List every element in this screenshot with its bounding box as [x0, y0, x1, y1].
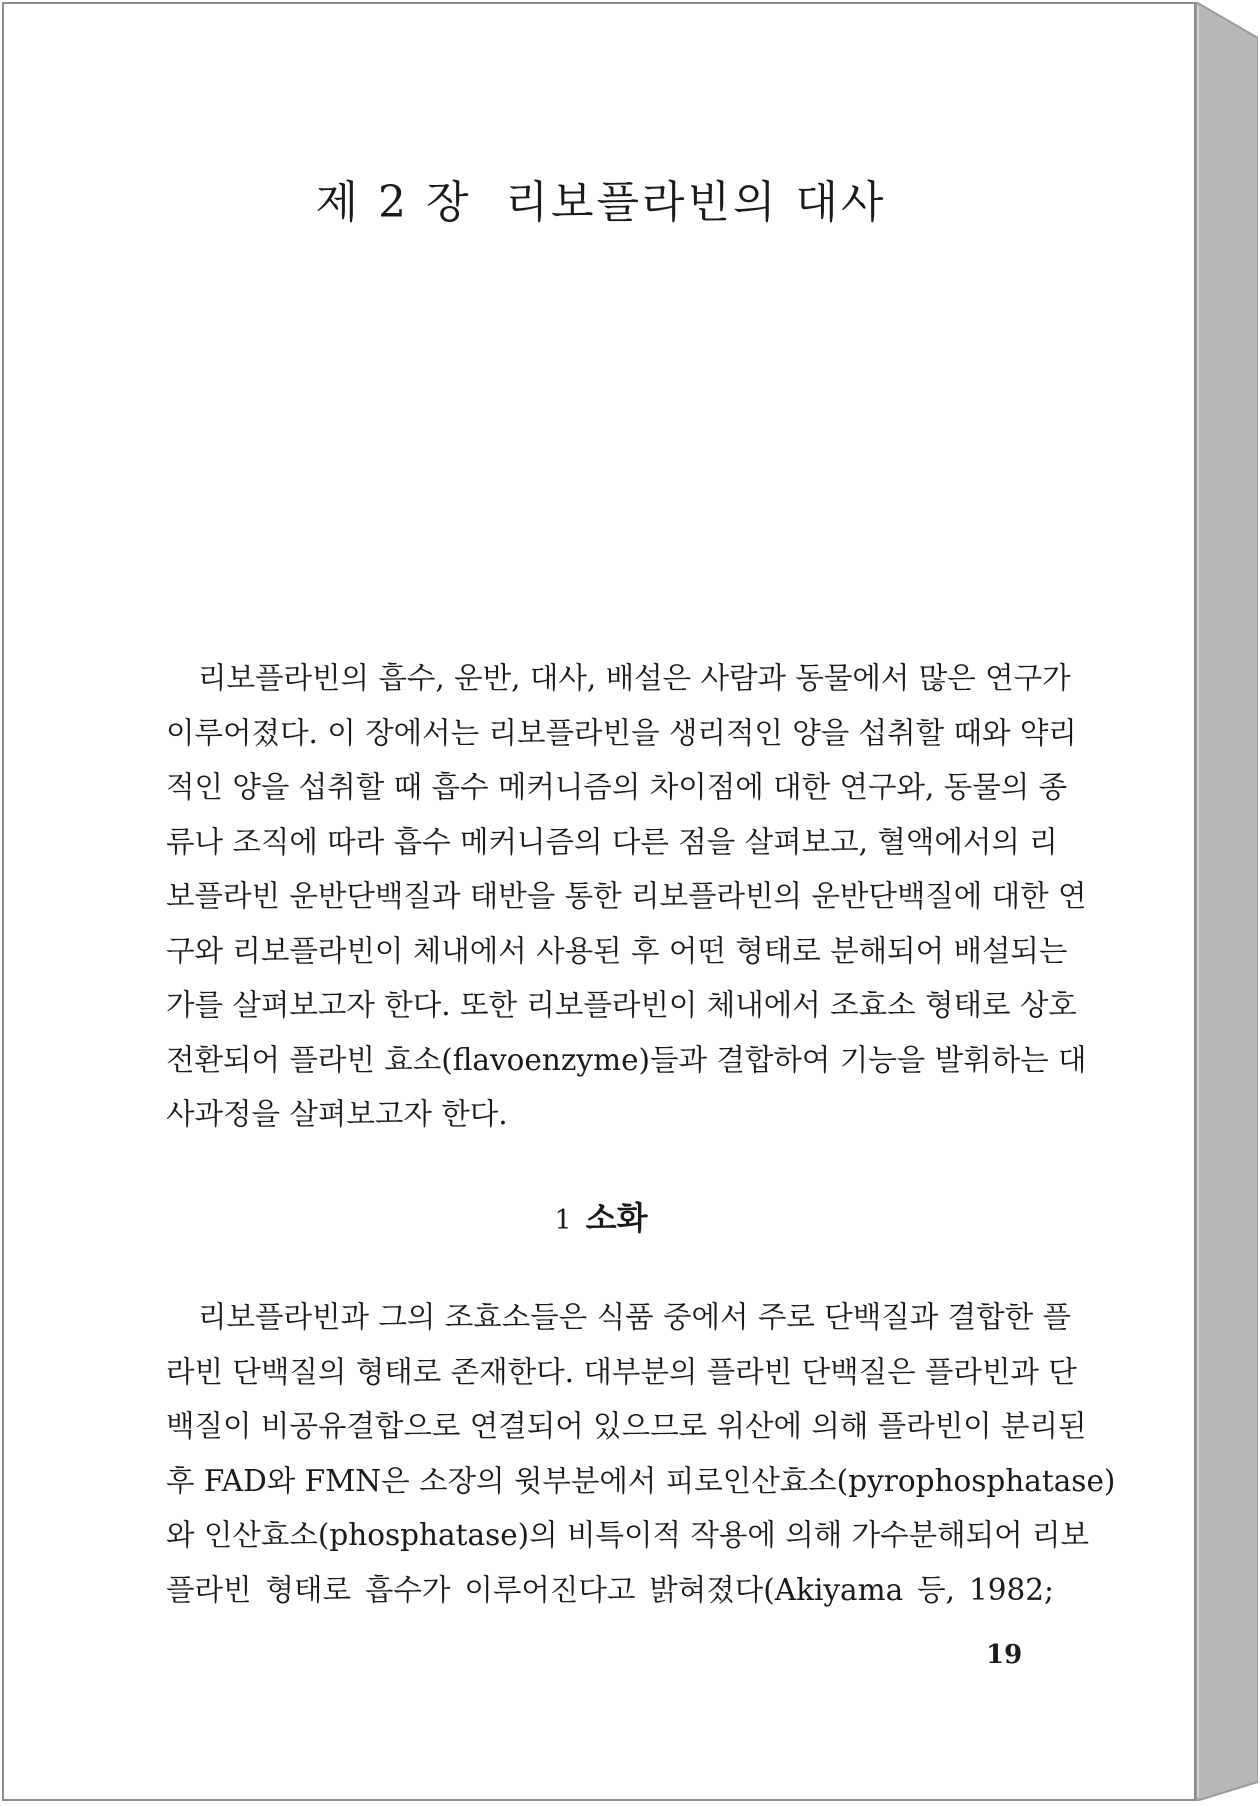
- paragraph-line: 백질이 비공유결합으로 연결되어 있으므로 위산에 의해 플라빈이 분리된: [166, 1409, 1087, 1443]
- paragraph-line: 보플라빈 운반단백질과 태반을 통한 리보플라빈의 운반단백질에 대한 연: [166, 879, 1087, 913]
- paragraph-line: 라빈 단백질의 형태로 존재한다. 대부분의 플라빈 단백질은 플라빈과 단: [166, 1354, 1077, 1389]
- paragraph-line: 적인 양을 섭취할 때 흡수 메커니즘의 차이점에 대한 연구와, 동물의 종: [166, 770, 1068, 804]
- paragraph-line: 후 FAD와 FMN은 소장의 윗부분에서 피로인산효소(pyrophosphatase): [166, 1463, 1116, 1498]
- paragraph-line: 이루어졌다. 이 장에서는 리보플라빈을 생리적인 양을 섭취할 때와 약리: [166, 715, 1077, 750]
- section-paragraph: [166, 1290, 1116, 1617]
- book-side-shape: [1196, 2, 1258, 1801]
- paragraph-line: 리보플라빈과 그의 조효소들은 식품 중에서 주로 단백질과 결합한 플: [198, 1300, 1071, 1334]
- paragraph-line: 플라빈 형태로 흡수가 이루어진다고 밝혀졌다(Akiyama 등, 1982;: [166, 1572, 1054, 1607]
- book-page: [2, 2, 1196, 1801]
- chapter-title: [4, 166, 1198, 230]
- paragraph-line: 가를 살펴보고자 한다. 또한 리보플라빈이 체내에서 조효소 형태로 상호: [166, 988, 1077, 1022]
- chapter-title-text: 리보플라빈의 대사: [505, 177, 887, 228]
- section-heading: [4, 1193, 1198, 1239]
- intro-paragraph: [166, 651, 1087, 1142]
- page-number: 19: [986, 1640, 1023, 1670]
- paragraph-line: 리보플라빈의 흡수, 운반, 대사, 배설은 사람과 동물에서 많은 연구가: [198, 661, 1071, 695]
- paragraph-line: 구와 리보플라빈이 체내에서 사용된 후 어떤 형태로 분해되어 배설되는: [166, 933, 1068, 968]
- book-side-edge: [1196, 2, 1258, 1801]
- section-number: 1: [554, 1205, 572, 1236]
- chapter-number-label: 제 2 장: [315, 177, 472, 228]
- section-title: 소화: [585, 1199, 648, 1237]
- paragraph-line: 사과정을 살펴보고자 한다.: [166, 1097, 508, 1131]
- paragraph-line: 와 인산효소(phosphatase)의 비특이적 작용에 의해 가수분해되어 리보: [166, 1518, 1090, 1552]
- paragraph-line: 류나 조직에 따라 흡수 메커니즘의 다른 점을 살펴보고, 혈액에서의 리: [166, 824, 1058, 859]
- paragraph-line: 전환되어 플라빈 효소(flavoenzyme)들과 결합하여 기능을 발휘하는 대: [166, 1042, 1087, 1077]
